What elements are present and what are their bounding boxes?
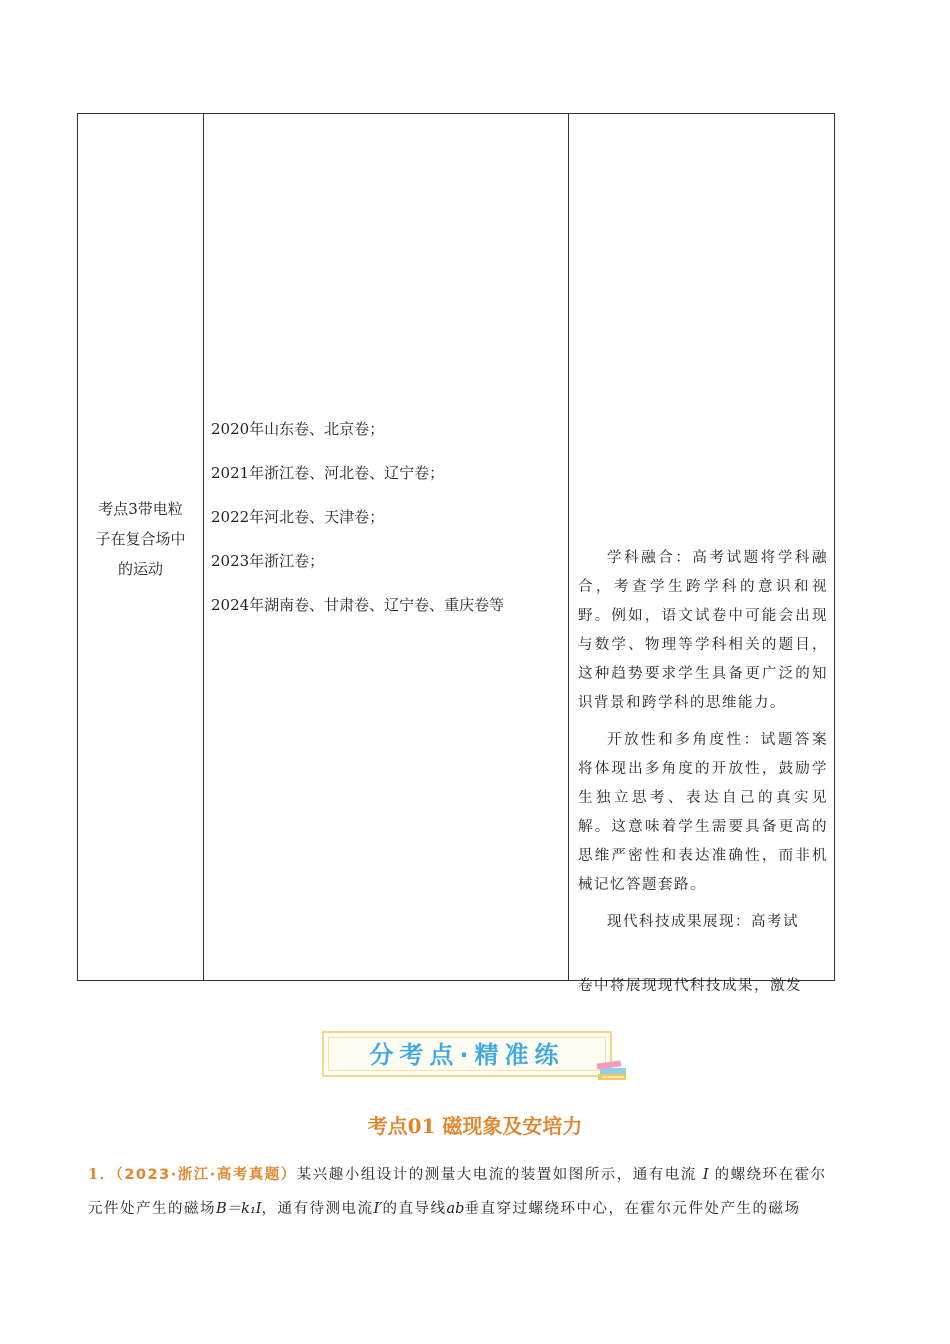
math-variable: I [702,1167,709,1183]
banner-title: 分考点·精准练 [369,1041,565,1069]
column-divider [203,114,204,980]
exam-year-line: 2021年浙江卷、河北卷、辽宁卷； [211,464,445,482]
topic-line: 的运动 [117,560,163,578]
trend-paragraph: 学科融合：高考试题将学科融合，考查学生跨学科的意识和视野。例如，语文试卷中可能会出现与数学、物理等学科相关的题目，这种趋势要求学生具备更广泛的知识背景和跨学科的思维能力。 [578,550,828,711]
books-icon [596,1058,630,1082]
section-title: 考点01 磁现象及安培力 [367,1114,583,1138]
exam-analysis-table [77,113,835,981]
math-variable: ab [446,1201,465,1217]
math-formula: B＝k₁I [216,1201,262,1217]
overflow-text: 卷中将展现现代科技成果，激发 [578,978,802,994]
exam-year-line: 2024年湖南卷、甘肃卷、辽宁卷、重庆卷等 [211,596,505,614]
trend-paragraph: 现代科技成果展现：高考试 [607,914,799,930]
question-text: ，通有待测电流 [261,1201,374,1217]
section-banner [322,1031,612,1077]
exam-year-line: 2023年浙江卷； [211,552,325,570]
topic-line: 考点3带电粒 [98,500,183,518]
trend-paragraph: 开放性和多角度性：试题答案将体现出多角度的开放性，鼓励学生独立思考、表达自己的真实见解。这意味着学生需要具备更高的思维严密性和表达准确性，而非机械记忆答题套路。 [578,732,828,893]
question-number: 1． [88,1166,116,1183]
exam-year-line: 2022年河北卷、天津卷； [211,508,385,526]
question-source: （2023·浙江·高考真题） [115,1167,297,1183]
exam-years-cell [211,414,504,634]
question-text: 的直导线 [382,1201,447,1217]
exam-year-line: 2020年山东卷、北京卷； [211,420,385,438]
question-text: 元件处产生的磁场 [88,1201,216,1217]
question-text: 的螺绕环在霍尔 [714,1167,827,1183]
topic-line: 子在复合场中 [95,530,186,548]
topic-cell [78,494,203,584]
column-divider [568,114,569,980]
question-text: 某兴趣小组设计的测量大电流的装置如图所示，通有电流 [296,1167,697,1183]
math-variable: I′ [373,1201,383,1217]
trend-analysis-cell [578,544,828,945]
question-text: 垂直穿过螺绕环中心，在霍尔元件处产生的磁场 [464,1201,801,1217]
question-line-1 [88,1163,868,1184]
question-line-2 [88,1197,868,1218]
